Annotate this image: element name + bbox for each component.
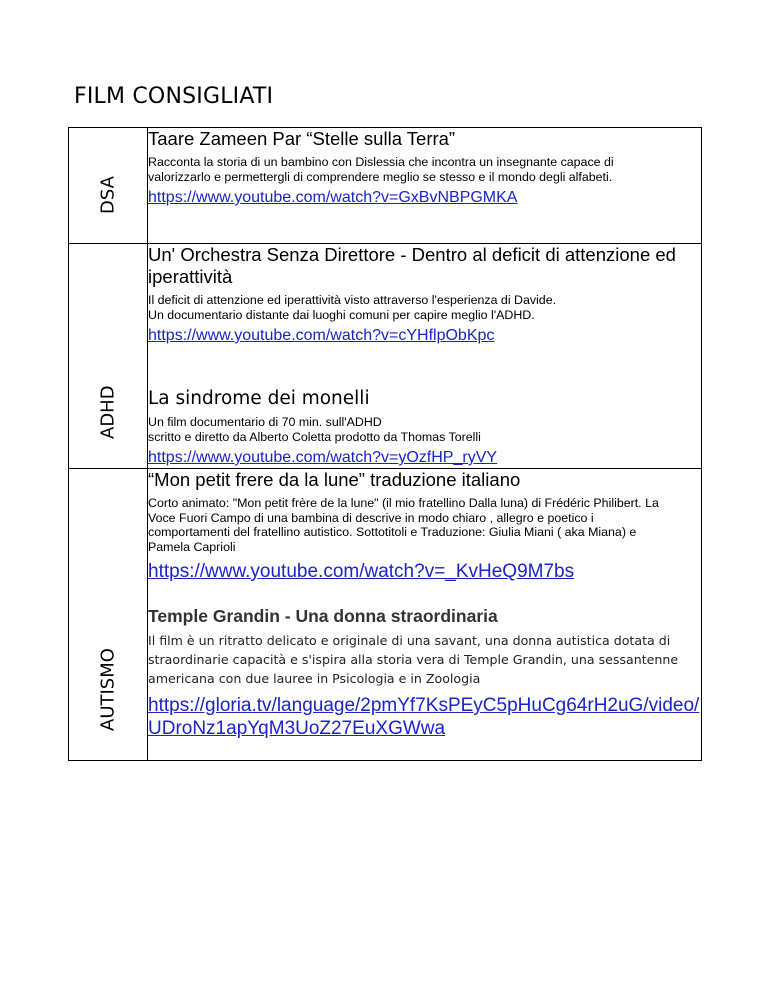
description-line: americana con due lauree in Psicologia e in Zoologia [148, 671, 481, 686]
film-title: Un' Orchestra Senza Direttore - Dentro al deficit di attenzione ed iperattività [148, 244, 676, 287]
film-description [148, 415, 701, 444]
film-title: La sindrome dei monelli [148, 388, 370, 409]
films-table [68, 127, 702, 761]
films-cell-adhd [148, 244, 702, 469]
section-row-dsa [69, 128, 702, 244]
film-link[interactable]: https://www.youtube.com/watch?v=cYHflpObKpc [148, 327, 495, 344]
description-line: Racconta la storia di un bambino con Dislessia che incontra un insegnante capace di [148, 155, 614, 169]
description-line: scritto e diretto da Alberto Coletta prodotto da Thomas Torelli [148, 429, 481, 444]
description-line: straordinarie capacità e s'ispira alla storia vera di Temple Grandin, una sessantenne [148, 652, 679, 667]
film-description [148, 496, 701, 554]
description-line: valorizzarlo e permettergli di comprendere meglio se stesso e il mondo degli alfabeti. [148, 169, 613, 184]
description-line: Il film è un ritratto delicato e originale di una savant, una donna autistica dotata di [148, 633, 671, 648]
description-line: Un documentario distante dai luoghi comuni per capire meglio l'ADHD. [148, 307, 535, 322]
films-cell-autismo [148, 469, 702, 761]
film-entry [148, 244, 701, 346]
description-line: Corto animato: "Mon petit frère de la lune" (il mio fratellino Dalla luna) di Frédéric Philibert. La [148, 496, 659, 510]
section-row-adhd [69, 244, 702, 469]
film-entry [148, 469, 701, 583]
film-title: Temple Grandin - Una donna straordinaria [148, 606, 498, 626]
category-cell-autismo [69, 469, 148, 761]
film-title: “Mon petit frere da la lune” traduzione italiano [148, 469, 521, 490]
description-line: comportamenti del fratellino autistico. Sottotitoli e Traduzione: Giulia Miani ( aka Miana) e [148, 525, 637, 539]
film-link[interactable]: https://www.youtube.com/watch?v=GxBvNBPGMKA [148, 189, 518, 206]
film-entry [148, 605, 701, 740]
category-label-dsa: DSA [97, 176, 119, 214]
film-entry [148, 128, 701, 208]
films-cell-dsa [148, 128, 702, 244]
film-description [148, 293, 701, 322]
film-description [148, 631, 701, 688]
section-row-autismo [69, 469, 702, 761]
description-line: Voce Fuori Campo di una bambina di descrive in modo chiaro , allegro e poetico i [148, 510, 594, 525]
film-description [148, 155, 701, 184]
category-label-adhd: ADHD [97, 385, 119, 439]
description-line: Il deficit di attenzione ed iperattività visto attraverso l'esperienza di Davide. [148, 293, 557, 307]
category-cell-adhd [69, 244, 148, 469]
film-link[interactable]: https://gloria.tv/language/2pmYf7KsPEyC5pHuCg64rH2uG/video/UDroNz1apYqM3UoZ27EuXGWwa [148, 695, 700, 739]
film-link[interactable]: https://www.youtube.com/watch?v=yOzfHP_ryVY [148, 449, 498, 466]
page-title: FILM CONSIGLIATI [74, 84, 274, 109]
description-line: Un film documentario di 70 min. sull'ADHD [148, 415, 382, 429]
film-link[interactable]: https://www.youtube.com/watch?v=_KvHeQ9M7bs [148, 561, 575, 582]
description-line: Pamela Caprioli [148, 539, 236, 554]
film-title: Taare Zameen Par “Stelle sulla Terra” [148, 128, 456, 149]
category-label-autismo: AUTISMO [97, 648, 119, 731]
category-cell-dsa [69, 128, 148, 244]
film-entry [148, 388, 701, 468]
